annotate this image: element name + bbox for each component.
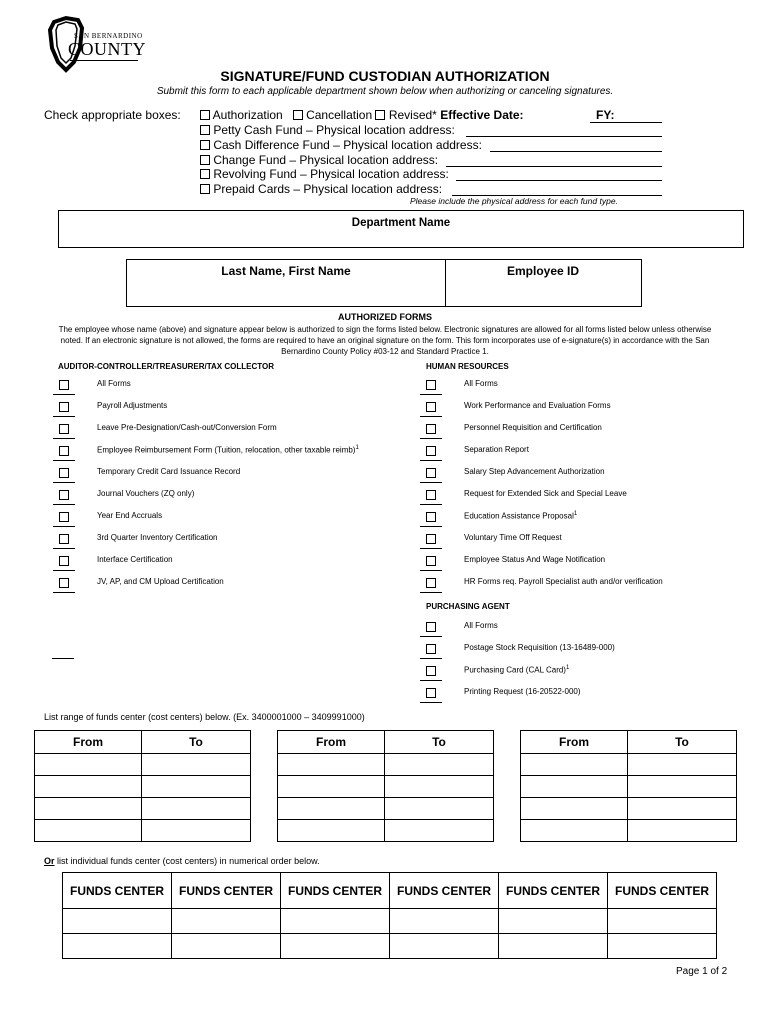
auditor-checkbox[interactable] <box>59 468 69 478</box>
auditor-signature-line[interactable] <box>53 570 75 571</box>
range-cell[interactable] <box>521 820 628 842</box>
revolving-fund-checkbox[interactable] <box>200 169 210 179</box>
range-cell[interactable] <box>628 798 737 820</box>
hr-checkbox[interactable] <box>426 468 436 478</box>
revolving-fund-label: Revolving Fund – Physical location address: <box>213 167 449 181</box>
range-cell[interactable] <box>385 798 494 820</box>
authorized-forms-title: AUTHORIZED FORMS <box>338 312 432 322</box>
department-name-label: Department Name <box>351 217 451 229</box>
auditor-item-text: Interface Certification <box>97 555 173 564</box>
auditor-item-text: Journal Vouchers (ZQ only) <box>97 489 195 498</box>
authorized-forms-text: The employee whose name (above) and signature appear below is authorized to sign the forms listed below. Electronic signatures are allowed for all forms listed below unless otherwise noted. If an electronic signature is not allowed, the forms are required to have an original signature on the form. This form incorporates use of e-signature(s) in accordance with the San Bernardino County Policy #03-12 and Standard Practice 1. <box>58 325 712 356</box>
hr-item-text: Work Performance and Evaluation Forms <box>464 401 611 410</box>
hr-item-text: Salary Step Advancement Authorization <box>464 467 605 476</box>
range-table-2 <box>277 730 494 842</box>
range-cell[interactable] <box>35 754 142 776</box>
hr-signature-line[interactable] <box>420 548 442 549</box>
hr-item-label <box>464 467 605 476</box>
hr-item-label <box>464 555 605 564</box>
range-cell[interactable] <box>35 798 142 820</box>
auditor-item-label <box>97 555 173 564</box>
cash-difference-address-field[interactable] <box>490 151 662 152</box>
auditor-checkbox[interactable] <box>59 424 69 434</box>
auditor-checkbox[interactable] <box>59 402 69 412</box>
page-number: Page 1 of 2 <box>676 966 728 977</box>
cash-difference-checkbox[interactable] <box>200 140 210 150</box>
range-cell[interactable] <box>142 776 251 798</box>
hr-item-label <box>464 445 529 454</box>
auditor-item-label <box>97 423 277 432</box>
purchasing-checkbox[interactable] <box>426 622 436 632</box>
range-cell[interactable] <box>385 820 494 842</box>
fund-line-change <box>200 153 438 167</box>
name-id-box <box>126 259 642 307</box>
range-cell[interactable] <box>142 754 251 776</box>
range-cell[interactable] <box>278 754 385 776</box>
auditor-signature-line[interactable] <box>53 438 75 439</box>
hr-checkbox[interactable] <box>426 512 436 522</box>
hr-signature-line[interactable] <box>420 460 442 461</box>
purchasing-checkbox[interactable] <box>426 666 436 676</box>
auditor-checkbox[interactable] <box>59 534 69 544</box>
list-label <box>44 856 320 866</box>
hr-checkbox[interactable] <box>426 402 436 412</box>
hr-item-label <box>464 401 611 410</box>
hr-item-label <box>464 511 577 521</box>
purchasing-item-text: All Forms <box>464 621 498 630</box>
hr-item-text: All Forms <box>464 379 498 388</box>
cash-difference-label: Cash Difference Fund – Physical location address: <box>213 138 482 152</box>
auditor-item-label <box>97 379 131 388</box>
range-cell[interactable] <box>142 820 251 842</box>
department-name-box[interactable] <box>58 210 744 248</box>
range-cell[interactable] <box>521 754 628 776</box>
signature-dash-left <box>52 658 74 659</box>
purchasing-signature-line[interactable] <box>420 702 442 703</box>
auditor-signature-line[interactable] <box>53 460 75 461</box>
prepaid-cards-checkbox[interactable] <box>200 184 210 194</box>
auditor-item-label <box>97 511 162 520</box>
revised-label: Revised* <box>388 108 437 122</box>
range-cell[interactable] <box>628 820 737 842</box>
auditor-item-label <box>97 401 167 410</box>
hr-signature-line[interactable] <box>420 482 442 483</box>
form-subtitle: Submit this form to each applicable department shown below when authorizing or canceling signatures. <box>156 86 614 97</box>
purchasing-checkbox[interactable] <box>426 688 436 698</box>
range-cell[interactable] <box>521 776 628 798</box>
range-table-3 <box>520 730 737 842</box>
list-label-text: list individual funds center (cost centers) in numerical order below. <box>54 856 320 866</box>
purchasing-item-text: Printing Request (16-20522-000) <box>464 687 581 696</box>
from-header: From <box>521 731 628 754</box>
funds-center-cell[interactable] <box>499 934 608 959</box>
auditor-item-text: Employee Reimbursement Form (Tuition, relocation, other taxable reimb) <box>97 445 356 455</box>
funds-center-cell[interactable] <box>281 909 390 934</box>
funds-center-cell[interactable] <box>172 934 281 959</box>
purchasing-heading: PURCHASING AGENT <box>426 602 510 611</box>
purchasing-signature-line[interactable] <box>420 636 442 637</box>
hr-checkbox[interactable] <box>426 534 436 544</box>
authorization-checkbox[interactable] <box>200 110 210 120</box>
logo-county-text: COUNTY <box>68 39 146 59</box>
address-note: Please include the physical address for each fund type. <box>410 196 618 206</box>
last-first-name-label[interactable]: Last Name, First Name <box>221 264 351 278</box>
funds-center-header: FUNDS CENTER <box>281 873 390 909</box>
auditor-signature-line[interactable] <box>53 416 75 417</box>
hr-signature-line[interactable] <box>420 504 442 505</box>
cancellation-label: Cancellation <box>306 108 373 122</box>
change-fund-address-field[interactable] <box>446 166 662 167</box>
auditor-signature-line[interactable] <box>53 526 75 527</box>
fund-line-prepaid-cards <box>200 182 442 196</box>
purchasing-signature-line[interactable] <box>420 680 442 681</box>
auditor-item-label <box>97 445 359 455</box>
hr-checkbox[interactable] <box>426 556 436 566</box>
funds-center-cell[interactable] <box>281 934 390 959</box>
range-cell[interactable] <box>278 820 385 842</box>
fy-label: FY: <box>596 108 615 122</box>
prepaid-cards-label: Prepaid Cards – Physical location address: <box>213 182 443 196</box>
purchasing-signature-line[interactable] <box>420 658 442 659</box>
funds-center-cell[interactable] <box>63 934 172 959</box>
fund-line-cash-difference <box>200 138 482 152</box>
funds-center-cell[interactable] <box>390 909 499 934</box>
auditor-heading: AUDITOR-CONTROLLER/TREASURER/TAX COLLECTOR <box>58 362 274 371</box>
hr-signature-line[interactable] <box>420 570 442 571</box>
range-cell[interactable] <box>385 776 494 798</box>
auditor-item-text: Year End Accruals <box>97 511 163 520</box>
to-header: To <box>385 731 494 754</box>
funds-center-cell[interactable] <box>499 909 608 934</box>
funds-center-cell[interactable] <box>63 909 172 934</box>
purchasing-item-label <box>464 665 569 675</box>
auditor-checkbox[interactable] <box>59 446 69 456</box>
footnote-marker: 1 <box>573 511 578 517</box>
form-title: SIGNATURE/FUND CUSTODIAN AUTHORIZATION <box>220 68 550 84</box>
hr-item-text: Education Assistance Proposal <box>464 511 574 521</box>
to-header: To <box>628 731 737 754</box>
auditor-item-text: Temporary Credit Card Issuance Record <box>97 467 241 476</box>
logo-arc-text: SAN BERNARDINO <box>74 32 143 40</box>
purchasing-item-label <box>464 687 581 696</box>
auditor-item-text: 3rd Quarter Inventory Certification <box>97 533 218 542</box>
funds-center-header: FUNDS CENTER <box>608 873 717 909</box>
hr-checkbox[interactable] <box>426 490 436 500</box>
hr-item-text: Personnel Requisition and Certification <box>464 423 602 432</box>
funds-center-cell[interactable] <box>390 934 499 959</box>
hr-item-label <box>464 577 663 586</box>
change-fund-checkbox[interactable] <box>200 155 210 165</box>
auditor-checkbox[interactable] <box>59 556 69 566</box>
fund-line-revolving <box>200 167 449 181</box>
range-label: List range of funds center (cost centers) below. (Ex. 3400001000 – 3409991000) <box>44 712 365 722</box>
hr-checkbox[interactable] <box>426 424 436 434</box>
revised-checkbox[interactable] <box>375 110 385 120</box>
auditor-item-text: All Forms <box>97 379 131 388</box>
auditor-item-label <box>97 489 194 498</box>
hr-item-label <box>464 533 562 542</box>
from-header: From <box>35 731 142 754</box>
petty-cash-label: Petty Cash Fund – Physical location address: <box>213 123 455 137</box>
hr-item-label <box>464 423 602 432</box>
hr-signature-line[interactable] <box>420 526 442 527</box>
hr-signature-line[interactable] <box>420 592 442 593</box>
auditor-signature-line[interactable] <box>53 592 75 593</box>
effective-date-label: Effective Date: <box>440 108 524 122</box>
employee-id-label[interactable]: Employee ID <box>506 264 580 278</box>
options-row <box>200 108 524 122</box>
funds-center-cell[interactable] <box>608 909 717 934</box>
auditor-checkbox[interactable] <box>59 578 69 588</box>
range-cell[interactable] <box>385 754 494 776</box>
hr-checkbox[interactable] <box>426 380 436 390</box>
auditor-signature-line[interactable] <box>53 482 75 483</box>
footnote-marker: 1 <box>565 665 570 671</box>
range-cell[interactable] <box>35 820 142 842</box>
hr-item-label <box>464 489 627 498</box>
petty-cash-address-field[interactable] <box>466 136 662 137</box>
auditor-signature-line[interactable] <box>53 394 75 395</box>
from-header: From <box>278 731 385 754</box>
hr-item-text: Separation Report <box>464 445 529 454</box>
range-cell[interactable] <box>35 776 142 798</box>
hr-heading: HUMAN RESOURCES <box>426 362 509 371</box>
hr-signature-line[interactable] <box>420 416 442 417</box>
hr-checkbox[interactable] <box>426 578 436 588</box>
purchasing-item-label <box>464 621 498 630</box>
check-boxes-label: Check appropriate boxes: <box>44 108 181 122</box>
range-cell[interactable] <box>628 754 737 776</box>
purchasing-item-text: Purchasing Card (CAL Card) <box>464 665 566 675</box>
auditor-item-text: JV, AP, and CM Upload Certification <box>97 577 224 586</box>
funds-center-header: FUNDS CENTER <box>499 873 608 909</box>
hr-item-text: HR Forms req. Payroll Specialist auth and/or verification <box>464 577 663 586</box>
logo-underline <box>70 60 138 61</box>
footnote-marker: 1 <box>355 445 359 451</box>
to-header: To <box>142 731 251 754</box>
purchasing-item-text: Postage Stock Requisition (13-16489-000) <box>464 643 615 652</box>
authorization-label: Authorization <box>212 108 283 122</box>
purchasing-checkbox[interactable] <box>426 644 436 654</box>
auditor-checkbox[interactable] <box>59 490 69 500</box>
auditor-item-text: Leave Pre-Designation/Cash-out/Conversion Form <box>97 423 277 432</box>
county-logo <box>44 14 144 74</box>
range-table-1 <box>34 730 251 842</box>
auditor-item-label <box>97 577 224 586</box>
purchasing-item-label <box>464 643 615 652</box>
funds-center-cell[interactable] <box>608 934 717 959</box>
revolving-fund-address-field[interactable] <box>456 180 662 181</box>
auditor-item-text: Payroll Adjustments <box>97 401 168 410</box>
auditor-item-label <box>97 533 218 542</box>
or-word: Or <box>44 856 55 866</box>
funds-center-header: FUNDS CENTER <box>63 873 172 909</box>
petty-cash-checkbox[interactable] <box>200 125 210 135</box>
fund-line-petty-cash <box>200 123 455 137</box>
funds-center-table <box>62 872 717 959</box>
range-cell[interactable] <box>521 798 628 820</box>
funds-center-header: FUNDS CENTER <box>390 873 499 909</box>
range-cell[interactable] <box>278 798 385 820</box>
change-fund-label: Change Fund – Physical location address: <box>213 153 439 167</box>
hr-item-text: Employee Status And Wage Notification <box>464 555 606 564</box>
auditor-checkbox[interactable] <box>59 380 69 390</box>
hr-checkbox[interactable] <box>426 446 436 456</box>
hr-item-text: Request for Extended Sick and Special Leave <box>464 489 627 498</box>
auditor-signature-line[interactable] <box>53 504 75 505</box>
funds-center-cell[interactable] <box>172 909 281 934</box>
auditor-signature-line[interactable] <box>53 548 75 549</box>
range-cell[interactable] <box>278 776 385 798</box>
hr-item-label <box>464 379 498 388</box>
hr-signature-line[interactable] <box>420 438 442 439</box>
auditor-item-label <box>97 467 240 476</box>
hr-item-text: Voluntary Time Off Request <box>464 533 562 542</box>
range-cell[interactable] <box>142 798 251 820</box>
auditor-checkbox[interactable] <box>59 512 69 522</box>
range-cell[interactable] <box>628 776 737 798</box>
hr-signature-line[interactable] <box>420 394 442 395</box>
fy-field[interactable] <box>590 122 662 123</box>
cancellation-checkbox[interactable] <box>293 110 303 120</box>
funds-center-header: FUNDS CENTER <box>172 873 281 909</box>
